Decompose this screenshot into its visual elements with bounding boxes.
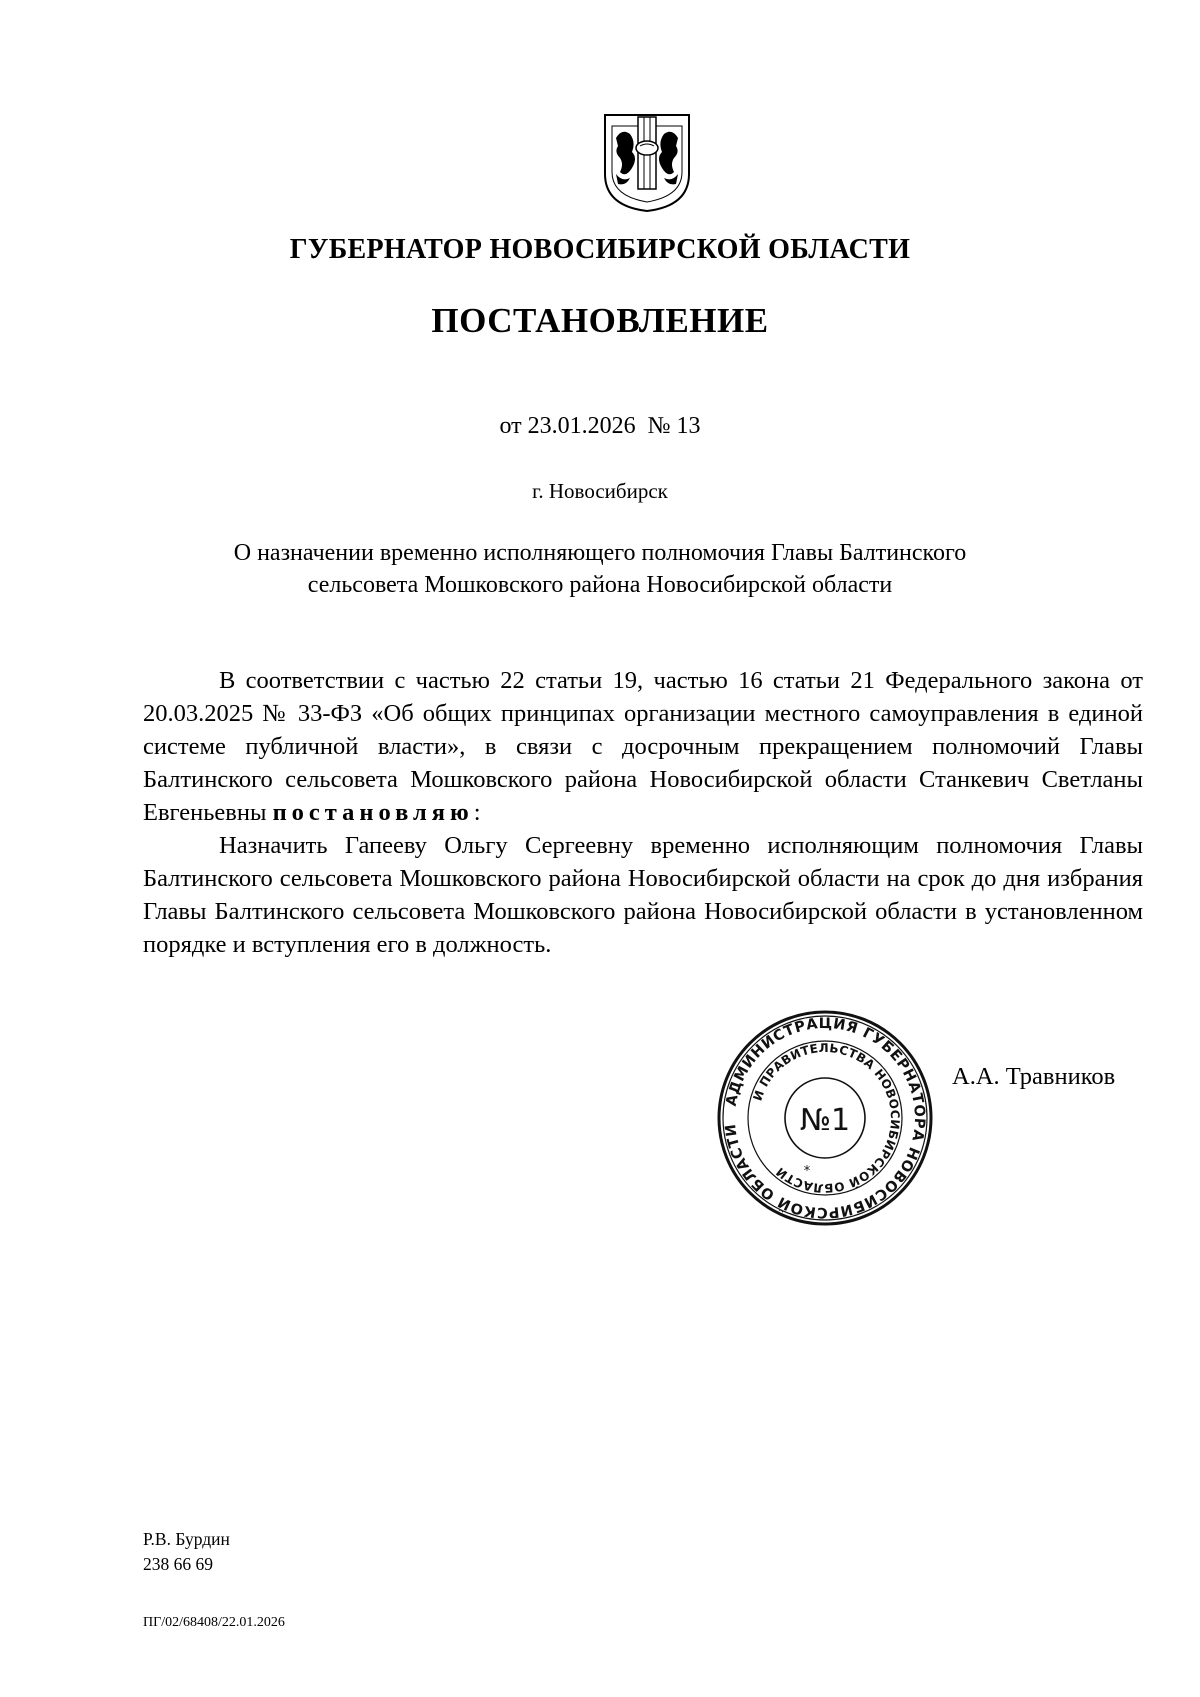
executor-phone: 238 66 69 [143,1554,213,1574]
seal-inner-text: И ПРАВИТЕЛЬСТВА НОВОСИБИРСКОЙ ОБЛАСТИ [750,1040,903,1196]
novosibirsk-coat-of-arms-icon [602,112,692,214]
document-body [143,664,1143,961]
seal-outer-text: АДМИНИСТРАЦИЯ ГУБЕРНАТОРА НОВОСИБИРСКОЙ ОБЛАСТИ [723,1015,928,1221]
executor-block [143,1527,230,1577]
subject-line-1: О назначении временно исполняющего полномочия Главы Балтинского [233,540,967,566]
document-number: № 13 [647,413,701,439]
executor-name: Р.В. Бурдин [143,1529,230,1549]
preamble-text: В соответствии с частью 22 статьи 19, частью 16 статьи 21 Федерального закона от 20.03.2025 № 33-ФЗ «Об общих принципах организации местного самоуправления в единой системе публичной власти», в связи с досрочным прекращением полномочий Главы Балтинского сельсовета Мошковского района Новосибирской области Станкевич Светланы Евгеньевны [143,667,1143,826]
document-subject [0,537,1200,601]
seal-star: * [803,1164,811,1179]
date-line [0,413,1200,440]
issuing-authority: ГУБЕРНАТОР НОВОСИБИРСКОЙ ОБЛАСТИ [289,234,911,265]
preamble-paragraph [143,664,1143,829]
signatory-name: А.А. Травников [952,1063,1116,1090]
resolve-keyword: постановляю [272,799,474,826]
document-date: 23.01.2026 [527,413,636,439]
appointment-paragraph: Назначить Гапееву Ольгу Сергеевну временно исполняющим полномочия Главы Балтинского сельсовета Мошковского района Новосибирской области на срок до дня избрания Главы Балтинского сельсовета Мошковского района Новосибирской области в установленном порядке и вступления его в должность. [143,832,1143,958]
subject-line-2: сельсовета Мошковского района Новосибирской области [307,572,893,598]
date-prefix: от [499,413,522,439]
document-type: ПОСТАНОВЛЕНИЕ [431,301,769,340]
preamble-end: : [473,799,481,826]
issue-city: г. Новосибирск [532,479,668,503]
official-seal [716,1009,934,1227]
seal-center-number: №1 [799,1103,851,1138]
registration-number: ПГ/02/68408/22.01.2026 [143,1615,285,1630]
